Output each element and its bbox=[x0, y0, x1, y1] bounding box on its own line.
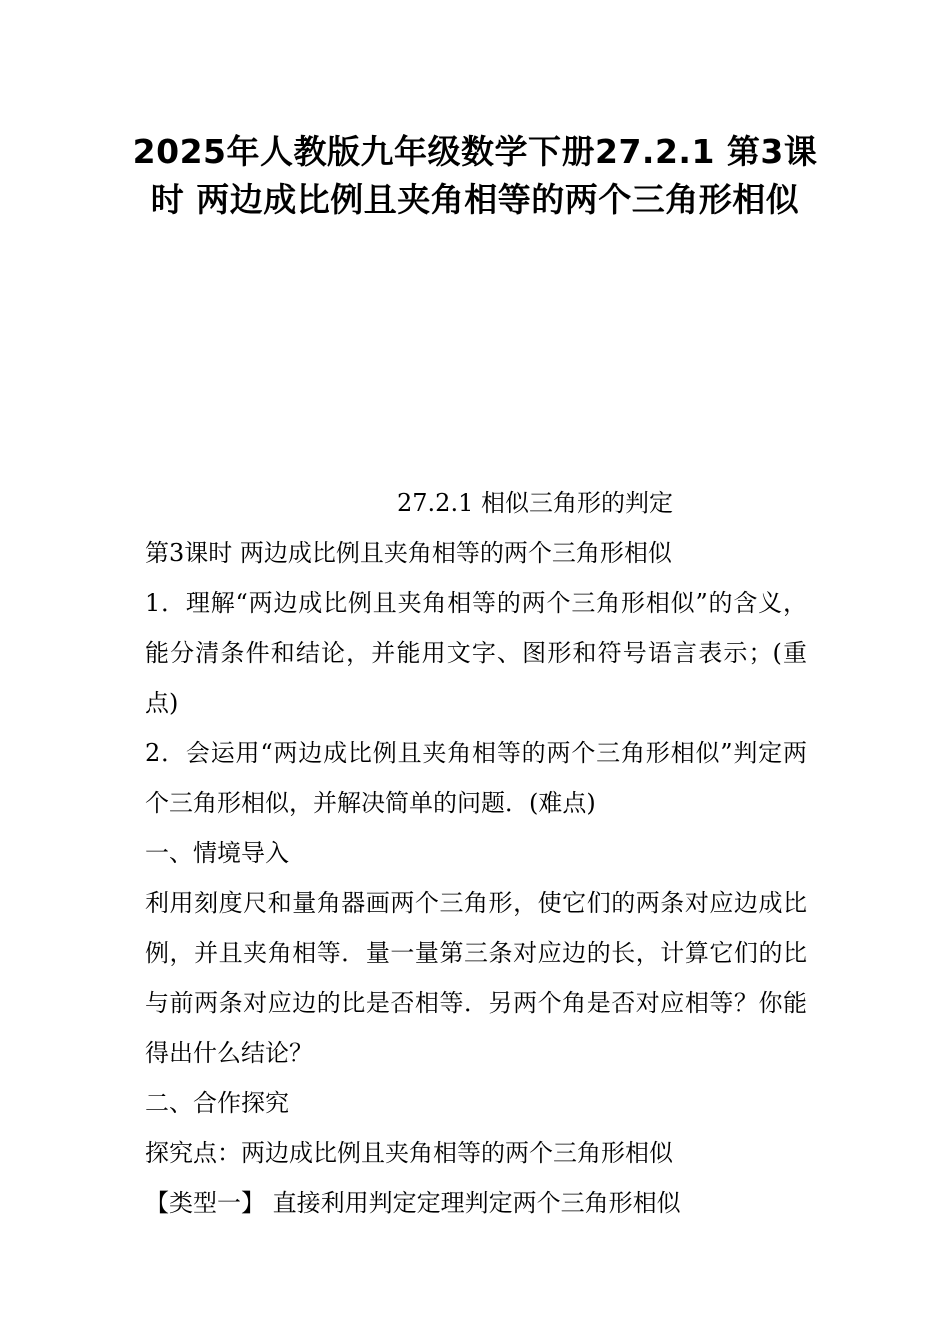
learning-objective-2: 2．会运用“两边成比例且夹角相等的两个三角形相似”判定两个三角形相似，并解决简单的问题．(难点) bbox=[145, 739, 807, 817]
heading-situation-intro: 一、情境导入 bbox=[145, 839, 289, 867]
learning-objective-1: 1．理解“两边成比例且夹角相等的两个三角形相似”的含义，能分清条件和结论，并能用文字、图形和符号语言表示；(重点) bbox=[145, 589, 807, 717]
type-one-heading: 【类型一】 直接利用判定定理判定两个三角形相似 bbox=[145, 1189, 681, 1217]
lesson-title: 第3课时 两边成比例且夹角相等的两个三角形相似 bbox=[145, 539, 672, 567]
heading-cooperative-exploration: 二、合作探究 bbox=[145, 1089, 289, 1117]
section-title: 27.2.1 相似三角形的判定 bbox=[397, 489, 673, 517]
document-title: 2025年人教版九年级数学下册27.2.1 第3课时 两边成比例且夹角相等的两个三角形相似 bbox=[132, 132, 818, 219]
intro-paragraph: 利用刻度尺和量角器画两个三角形，使它们的两条对应边成比例，并且夹角相等．量一量第三条对应边的长，计算它们的比与前两条对应边的比是否相等．另两个角是否对应相等？你能得出什么结论？ bbox=[145, 889, 807, 1067]
exploration-point: 探究点：两边成比例且夹角相等的两个三角形相似 bbox=[145, 1139, 673, 1167]
document-body bbox=[145, 478, 807, 1228]
